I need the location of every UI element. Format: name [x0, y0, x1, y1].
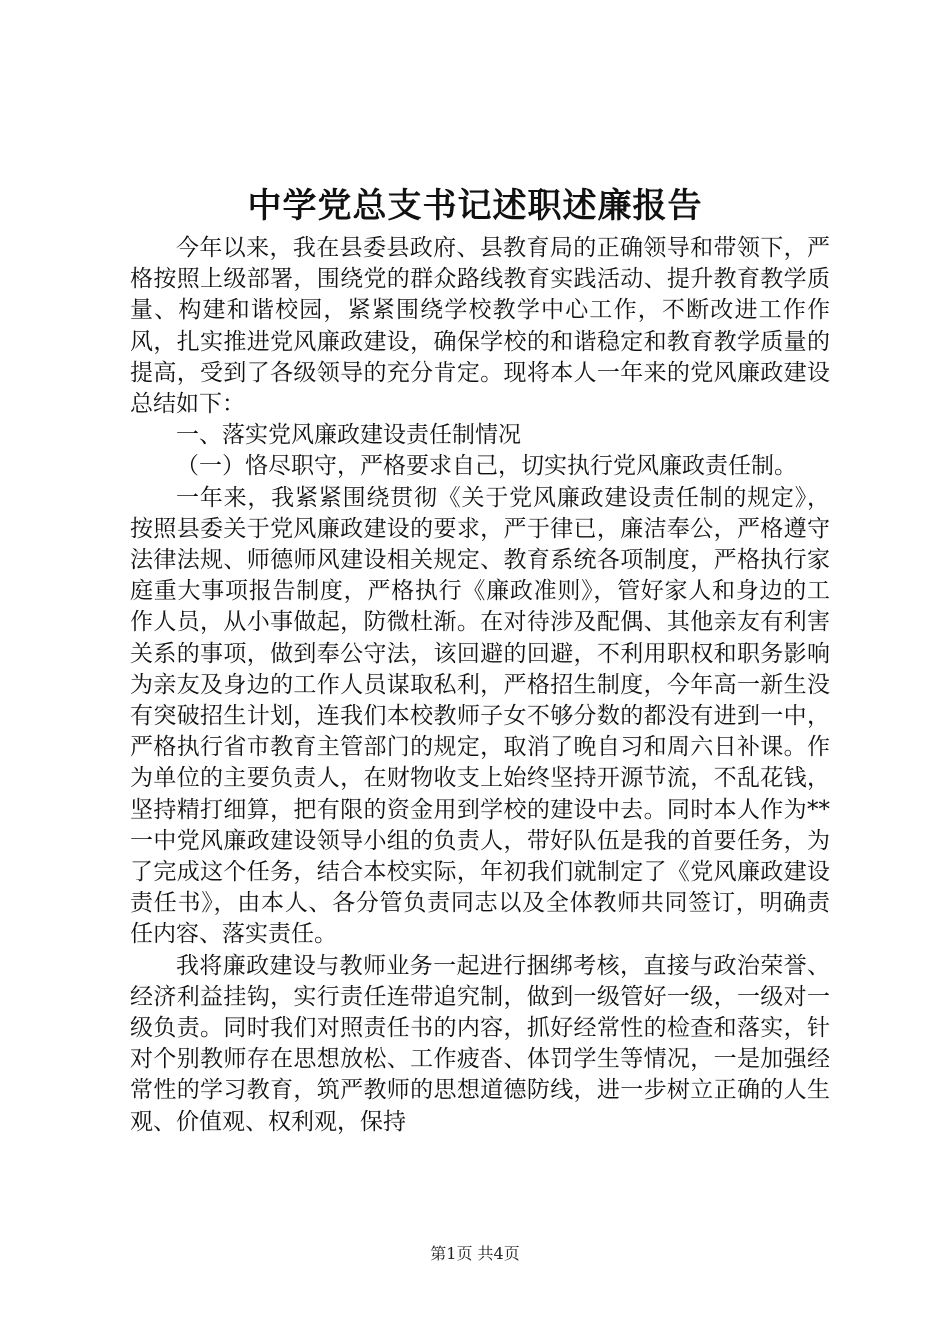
- paragraph-intro: 今年以来，我在县委县政府、县教育局的正确领导和带领下，严格按照上级部署，围绕党的群众路线教育实践活动、提升教育教学质量、构建和谐校园，紧紧围绕学校教学中心工作，不断改进工作作风，扎实推进党风廉政建设，确保学校的和谐稳定和教育教学质量的提高，受到了各级领导的充分肯定。现将本人一年来的党风廉政建设总结如下：: [130, 235, 830, 418]
- document-title: 中学党总支书记述职述廉报告: [247, 186, 703, 226]
- document-body: [130, 233, 830, 1138]
- paragraph-assessment: 我将廉政建设与教师业务一起进行捆绑考核，直接与政治荣誉、经济利益挂钩，实行责任连带追究制，做到一级管好一级，一级对一级负责。同时我们对照责任书的内容，抓好经常性的检查和落实，针对个别教师存在思想放松、工作疲沓、体罚学生等情况，一是加强经常性的学习教育，筑严教师的思想道德防线，进一步树立正确的人生观、价值观、权利观，保持: [130, 952, 830, 1135]
- page-number-footer: 第1页 共4页: [430, 1244, 520, 1263]
- section-heading-1: 一、落实党风廉政建设责任制情况: [176, 422, 521, 449]
- subsection-heading-1: （一）恪尽职守，严格要求自己，切实执行党风廉政责任制。: [176, 453, 797, 480]
- paragraph-duties: 一年来，我紧紧围绕贯彻《关于党风廉政建设责任制的规定》，按照县委关于党风廉政建设的要求，严于律已，廉洁奉公，严格遵守法律法规、师德师风建设相关规定、教育系统各项制度，严格执行家庭重大事项报告制度，严格执行《廉政准则》，管好家人和身边的工作人员，从小事做起，防微杜渐。在对待涉及配偶、其他亲友有利害关系的事项，做到奉公守法，该回避的回避，不利用职权和职务影响为亲友及身边的工作人员谋取私利，严格招生制度，今年高一新生没有突破招生计划，连我们本校教师子女不够分数的都没有进到一中，严格执行省市教育主管部门的规定，取消了晚自习和周六日补课。作为单位的主要负责人，在财物收支上始终坚持开源节流，不乱花钱，坚持精打细算，把有限的资金用到学校的建设中去。同时本人作为**一中党风廉政建设领导小组的负责人，带好队伍是我的首要任务，为了完成这个任务，结合本校实际，年初我们就制定了《党风廉政建设责任书》，由本人、各分管负责同志以及全体教师共同签订，明确责任内容、落实责任。: [130, 484, 830, 948]
